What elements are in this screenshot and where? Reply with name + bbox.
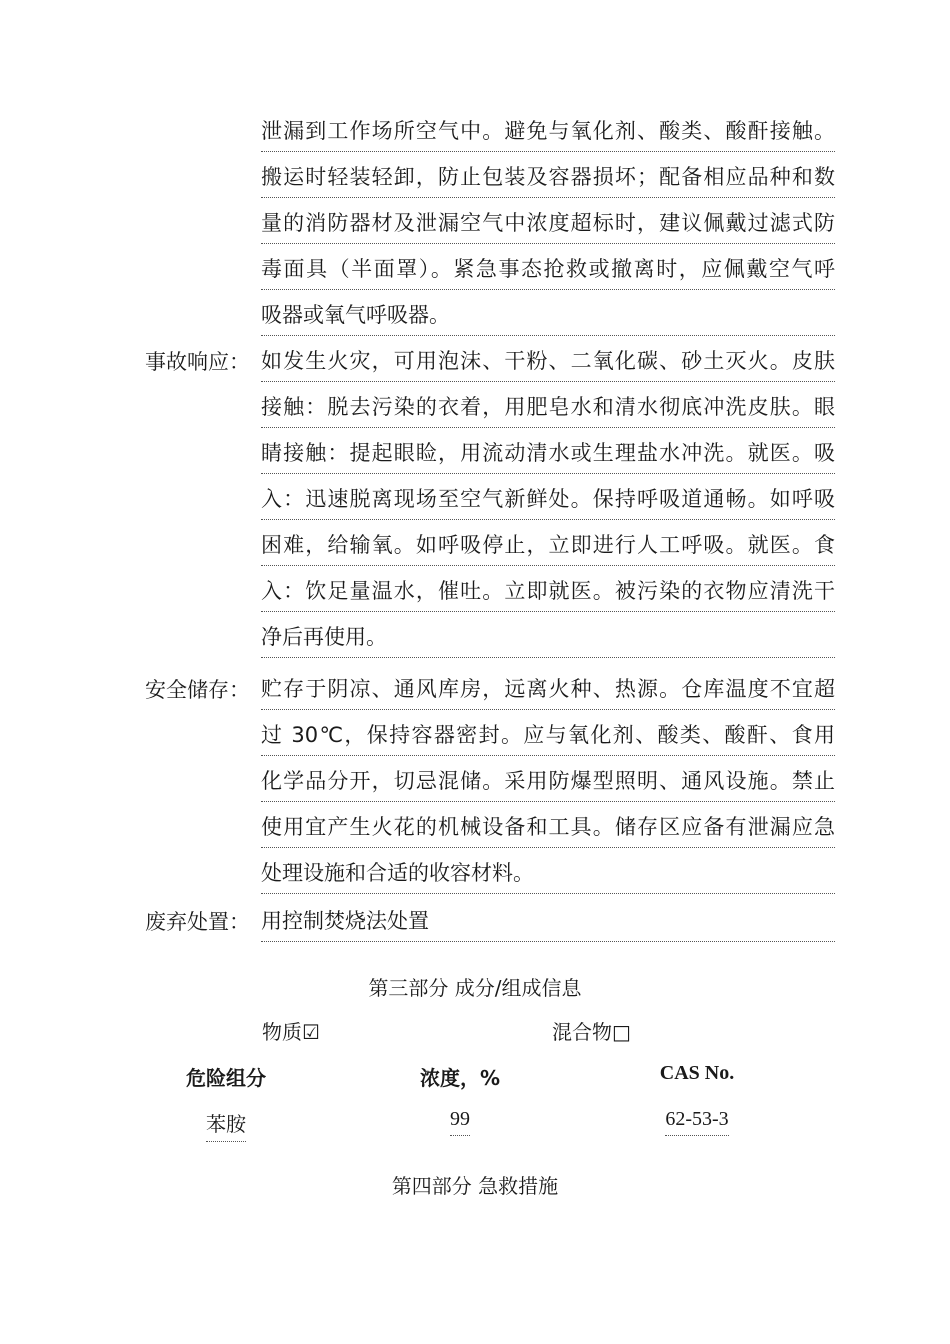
- handling-line: [145, 106, 835, 152]
- line-text: 过 30℃，保持容器密封。应与氧化剂、酸类、酸酐、食用: [261, 723, 835, 747]
- line-text: 使用宜产生火花的机械设备和工具。储存区应备有泄漏应急: [261, 815, 835, 839]
- cell-text: 苯胺: [206, 1108, 246, 1142]
- table-cell-concentration: [390, 1108, 530, 1136]
- table-cell-component: [156, 1108, 296, 1142]
- substance-checkbox-label: 物质☑: [262, 1020, 320, 1044]
- line-text: 贮存于阴凉、通风库房，远离火种、热源。仓库温度不宜超: [261, 677, 835, 701]
- table-header-component: 危险组分: [186, 1066, 266, 1090]
- accident-response-line: [145, 382, 835, 428]
- part3-title: 第三部分 成分/组成信息: [368, 976, 582, 1000]
- line-text: 入：饮足量温水，催吐。立即就医。被污染的衣物应清洗干: [261, 579, 835, 603]
- accident-response-line: [145, 566, 835, 612]
- cell-text: 99: [450, 1108, 470, 1136]
- line-text: 量的消防器材及泄漏空气中浓度超标时，建议佩戴过滤式防: [261, 211, 835, 235]
- line-text: 困难，给输氧。如呼吸停止，立即进行人工呼吸。就医。食: [261, 533, 835, 557]
- line-text: 净后再使用。: [261, 625, 387, 649]
- line-text: 搬运时轻装轻卸，防止包装及容器损坏；配备相应品种和数: [261, 165, 835, 189]
- accident-response-line: [145, 428, 835, 474]
- part4-title: 第四部分 急救措施: [391, 1174, 559, 1198]
- accident-response-line: [145, 612, 835, 658]
- section-label: 废弃处置：: [145, 910, 250, 934]
- handling-line: [145, 198, 835, 244]
- line-text: 毒面具（半面罩）。紧急事态抢救或撤离时，应佩戴空气呼: [261, 257, 835, 281]
- table-cell-cas: [622, 1108, 772, 1136]
- safe-storage-line: [145, 756, 835, 802]
- line-text: 睛接触：提起眼睑，用流动清水或生理盐水冲洗。就医。吸: [261, 441, 835, 465]
- accident-response-line: [145, 520, 835, 566]
- line-text: 接触：脱去污染的衣着，用肥皂水和清水彻底冲洗皮肤。眼: [261, 395, 835, 419]
- safe-storage-line: [145, 802, 835, 848]
- safe-storage-line: [145, 848, 835, 894]
- handling-line: [145, 152, 835, 198]
- handling-line: [145, 290, 835, 336]
- table-header-cas: CAS No.: [659, 1062, 735, 1084]
- table-header-concentration: 浓度，%: [419, 1066, 501, 1090]
- line-text: 吸器或氧气呼吸器。: [261, 303, 450, 327]
- accident-response-line: [145, 474, 835, 520]
- disposal-row: [145, 896, 835, 942]
- section-label: 安全储存：: [145, 678, 250, 702]
- safe-storage-line: [145, 710, 835, 756]
- section-label: 事故响应：: [145, 350, 250, 374]
- mixture-checkbox-label: 混合物□: [552, 1020, 631, 1044]
- line-text: 如发生火灾，可用泡沫、干粉、二氧化碳、砂土灭火。皮肤: [261, 349, 835, 373]
- handling-line: [145, 244, 835, 290]
- accident-response-row: [145, 336, 835, 382]
- line-text: 用控制焚烧法处置: [261, 909, 429, 933]
- line-text: 泄漏到工作场所空气中。避免与氧化剂、酸类、酸酐接触。: [261, 119, 835, 143]
- cell-text: 62-53-3: [665, 1108, 728, 1136]
- safe-storage-row: [145, 664, 835, 710]
- line-text: 入：迅速脱离现场至空气新鲜处。保持呼吸道通畅。如呼吸: [261, 487, 835, 511]
- line-text: 处理设施和合适的收容材料。: [261, 861, 534, 885]
- line-text: 化学品分开，切忌混储。采用防爆型照明、通风设施。禁止: [261, 769, 835, 793]
